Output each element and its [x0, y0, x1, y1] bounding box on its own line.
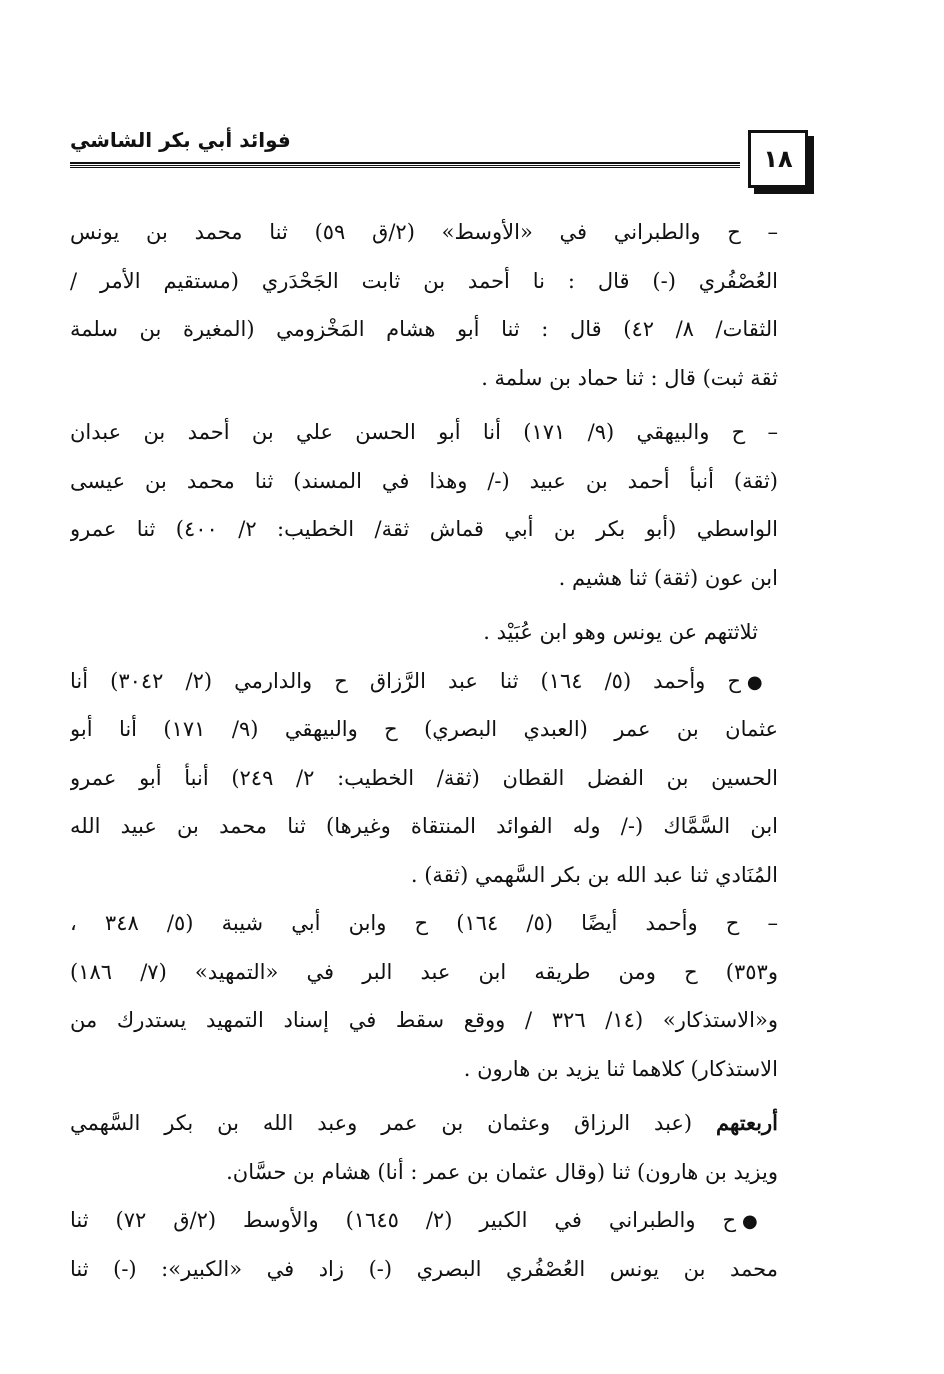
text-line: و«الاستذكار» (١٤/ ٣٢٦ / ووقع سقط في إسناد التمهيد يستدرك من [70, 1008, 778, 1032]
bullet-icon: ● [746, 671, 778, 693]
bullet-icon: ● [742, 1211, 778, 1232]
text-line [70, 1099, 778, 1148]
text-line: ثقة ثبت) قال : ثنا حماد بن سلمة . [481, 365, 778, 390]
paragraph [70, 1196, 778, 1293]
text-line: الواسطي (أبو بكر بن أبي قماش ثقة/ الخطيب: ٢/ ٤٠٠) ثنا عمرو [70, 517, 778, 541]
paragraph [70, 1099, 778, 1196]
paragraph [70, 208, 778, 402]
text-line: الحسين بن الفضل القطان (ثقة/ الخطيب: ٢/ ٢٤٩) أنبأ أبو عمرو [70, 765, 778, 790]
paragraph [70, 408, 778, 602]
header-rule [70, 162, 740, 168]
text-line: الاستذكار) كلاهما ثنا يزيد بن هارون . [463, 1056, 778, 1081]
text-line: عثمان بن عمر (العبدي البصري) ح والبيهقي (٩/ ١٧١) أنا أبو [70, 717, 778, 741]
text-line: ابن عون (ثقة) ثنا هشيم . [558, 565, 778, 590]
line-text: (عبد الرزاق وعثمان بن عمر وعبد الله بن بكر السَّهمي [70, 1111, 717, 1135]
paragraph [70, 899, 778, 1093]
text-line: العُصْفُري (-) قال : نا أحمد بن ثابت الجَحْدَري (مستقيم الأمر / [70, 268, 778, 293]
paragraph [70, 657, 778, 900]
text-line: ابن السَّمَّاك (-/ وله الفوائد المنتقاة وغيرها) ثنا محمد بن عبيد الله [70, 814, 778, 838]
page-number: ١٨ [748, 130, 808, 188]
text-line: ويزيد بن هارون) ثنا (وقال عثمان بن عمر : أنا) هشام بن حسَّان. [226, 1159, 778, 1184]
line-text: ح وأحمد (٥/ ١٦٤) ثنا عبد الرَّزاق ح والدارمي (٢/ ٣٠٤٢) أنا [70, 668, 741, 693]
page-header [70, 128, 816, 196]
text-line: – ح والبيهقي (٩/ ١٧١) أنا أبو الحسن علي بن أحمد بن عبدان [70, 420, 778, 444]
paragraph [70, 608, 778, 657]
text-line: الثقات/ ٨/ ٤٢) قال : ثنا أبو هشام المَخْزومي (المغيرة بن سلمة [70, 317, 778, 341]
text-line: – ح وأحمد أيضًا (٥/ ١٦٤) ح وابن أبي شيبة (٥/ ٣٤٨ ، [70, 911, 778, 935]
text-line: ثلاثتهم عن يونس وهو ابن عُبَيْد . [483, 620, 758, 644]
text-line: (ثقة) أنبأ أحمد بن عبيد (-/ وهذا في المسند) ثنا محمد بن عيسى [70, 468, 778, 493]
text-line [70, 657, 778, 706]
text-line: – ح والطبراني في «الأوسط» (٢/ق ٥٩) ثنا محمد بن يونس [70, 220, 778, 244]
text-line [70, 1196, 778, 1245]
text-line: و٣٥٣) ح ومن طريقه ابن عبد البر في «التمهيد» (٧/ ١٨٦) [70, 959, 778, 984]
bold-lead: أربعتهم [716, 1110, 778, 1135]
text-line: محمد بن يونس العُصْفُري البصري (-) زاد في «الكبير»: (-) ثنا [70, 1256, 778, 1281]
running-title: فوائد أبي بكر الشاشي [70, 128, 291, 152]
text-line: المُنَادي ثنا عبد الله بن بكر السَّهمي (ثقة) . [410, 862, 778, 887]
line-text: ح والطبراني في الكبير (٢/ ١٦٤٥) والأوسط (٢/ق ٧٢) ثنا [70, 1208, 737, 1232]
main-text [70, 208, 778, 1293]
